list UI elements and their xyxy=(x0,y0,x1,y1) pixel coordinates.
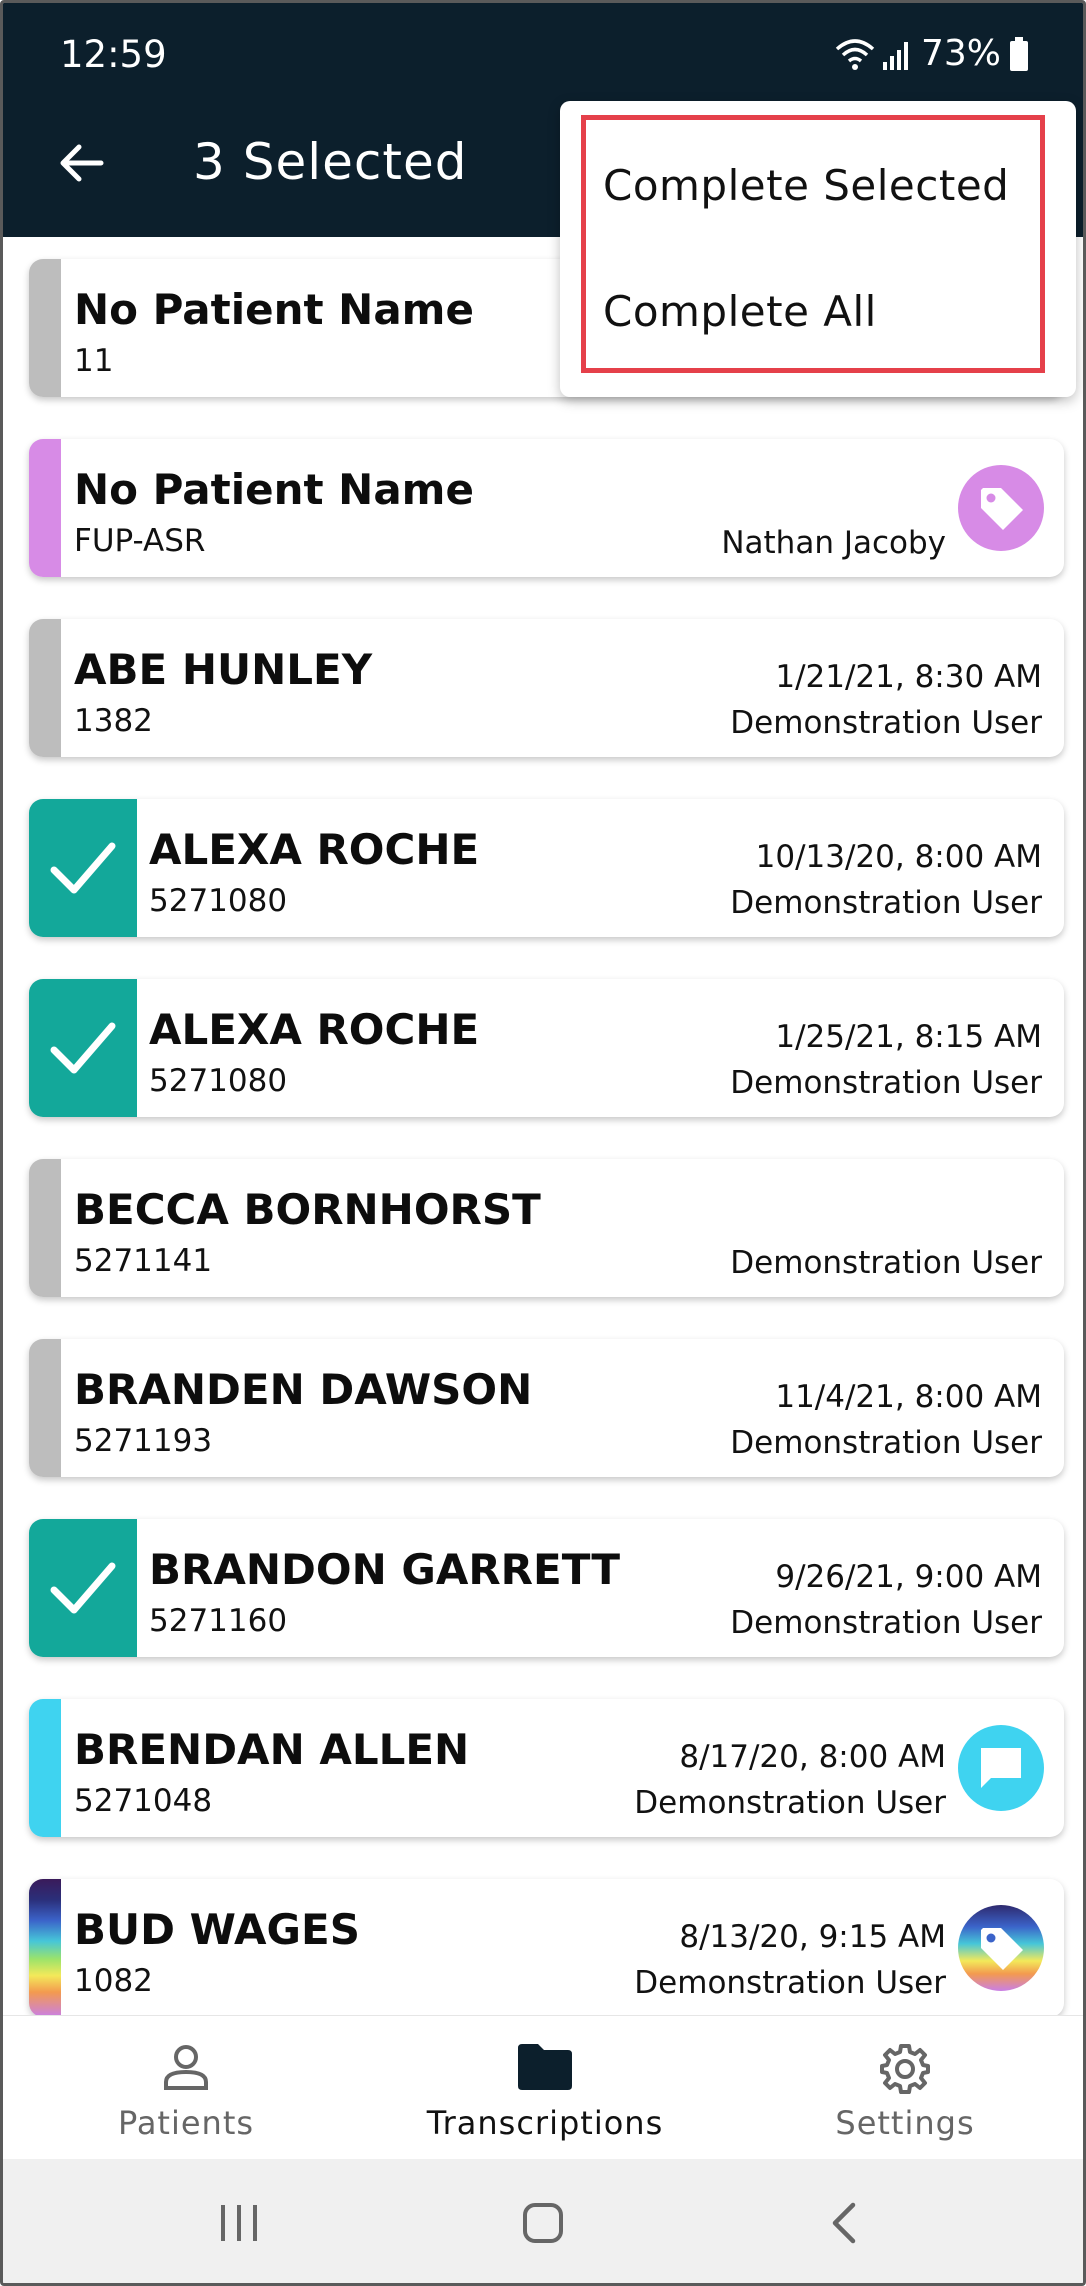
list-item[interactable] xyxy=(29,1159,1064,1297)
list-item[interactable] xyxy=(29,1699,1064,1837)
status-bar-color xyxy=(29,439,61,577)
patient-id: 5271080 xyxy=(149,1063,288,1099)
nav-transcriptions[interactable] xyxy=(395,2016,695,2160)
battery-percent: 73% xyxy=(920,33,1001,74)
list-item-selected[interactable] xyxy=(29,799,1064,937)
status-bar-color xyxy=(29,1339,61,1477)
patient-id: 1382 xyxy=(74,703,153,739)
list-item-selected[interactable] xyxy=(29,1519,1064,1657)
appointment-date: 8/13/20, 9:15 AM xyxy=(679,1919,946,1955)
patient-id: 11 xyxy=(74,343,114,379)
user-name: Nathan Jacoby xyxy=(721,525,946,561)
patient-id: 5271048 xyxy=(74,1783,213,1819)
user-name: Demonstration User xyxy=(730,1065,1042,1101)
status-bar-color xyxy=(29,1159,61,1297)
transcription-list[interactable] xyxy=(3,237,1083,2015)
user-name: Demonstration User xyxy=(730,1425,1042,1461)
appointment-date: 10/13/20, 8:00 AM xyxy=(755,839,1042,875)
list-item[interactable] xyxy=(29,619,1064,757)
status-bar-color xyxy=(29,1699,61,1837)
user-name: Demonstration User xyxy=(634,1965,946,2001)
patient-id: 5271160 xyxy=(149,1603,288,1639)
arrow-left-icon xyxy=(57,139,105,187)
appointment-date: 1/21/21, 8:30 AM xyxy=(775,659,1042,695)
appointment-date: 1/25/21, 8:15 AM xyxy=(775,1019,1042,1055)
status-time: 12:59 xyxy=(60,33,167,76)
nav-patients-label: Patients xyxy=(117,2104,255,2142)
nav-patients[interactable] xyxy=(36,2016,336,2160)
back-icon xyxy=(827,2201,863,2245)
list-item[interactable] xyxy=(29,1339,1064,1477)
user-name: Demonstration User xyxy=(730,1605,1042,1641)
status-bar-color xyxy=(29,619,61,757)
back-arrow-button[interactable] xyxy=(53,135,109,191)
user-name: Demonstration User xyxy=(730,885,1042,921)
patient-id: 1082 xyxy=(74,1963,153,1999)
recents-button[interactable] xyxy=(209,2193,269,2253)
check-icon xyxy=(48,1558,118,1618)
patient-id: 5271141 xyxy=(74,1243,213,1279)
person-icon xyxy=(160,2042,212,2094)
user-name: Demonstration User xyxy=(634,1785,946,1821)
patient-name: ALEXA ROCHE xyxy=(149,825,480,874)
chat-icon[interactable] xyxy=(958,1725,1044,1811)
user-name: Demonstration User xyxy=(730,705,1042,741)
system-back-button[interactable] xyxy=(815,2193,875,2253)
patient-name: No Patient Name xyxy=(74,285,474,334)
system-navigation-bar xyxy=(3,2159,1083,2286)
page-title: 3 Selected xyxy=(193,133,468,191)
tag-icon[interactable] xyxy=(958,465,1044,551)
selection-check[interactable] xyxy=(29,979,137,1117)
appointment-date: 11/4/21, 8:00 AM xyxy=(775,1379,1042,1415)
list-item-selected[interactable] xyxy=(29,979,1064,1117)
status-bar-color xyxy=(29,259,61,397)
list-item[interactable] xyxy=(29,1879,1064,2015)
folder-icon xyxy=(516,2042,574,2092)
patient-id: 5271080 xyxy=(149,883,288,919)
complete-selected-menu-item[interactable]: Complete Selected xyxy=(603,161,1010,210)
patient-name: BRANDON GARRETT xyxy=(149,1545,620,1594)
home-icon xyxy=(521,2201,565,2245)
appointment-date: 8/17/20, 8:00 AM xyxy=(679,1739,946,1775)
home-button[interactable] xyxy=(513,2193,573,2253)
patient-name: BECCA BORNHORST xyxy=(74,1185,541,1234)
appointment-date: 9/26/21, 9:00 AM xyxy=(775,1559,1042,1595)
patient-id: 5271193 xyxy=(74,1423,213,1459)
selection-check[interactable] xyxy=(29,799,137,937)
gear-icon xyxy=(878,2042,932,2096)
nav-settings[interactable] xyxy=(755,2016,1055,2160)
check-icon xyxy=(48,838,118,898)
check-icon xyxy=(48,1018,118,1078)
wifi-icon xyxy=(835,37,875,71)
bottom-navigation xyxy=(3,2015,1083,2159)
nav-transcriptions-label: Transcriptions xyxy=(426,2104,664,2142)
patient-name: BUD WAGES xyxy=(74,1905,360,1954)
patient-name: ABE HUNLEY xyxy=(74,645,373,694)
complete-all-menu-item[interactable]: Complete All xyxy=(603,287,877,336)
patient-id: FUP-ASR xyxy=(74,523,206,559)
recents-icon xyxy=(217,2203,261,2243)
nav-settings-label: Settings xyxy=(835,2104,975,2142)
patient-name: ALEXA ROCHE xyxy=(149,1005,480,1054)
user-name: Demonstration User xyxy=(730,1245,1042,1281)
rainbow-tag-icon[interactable] xyxy=(958,1905,1044,1991)
patient-name: BRENDAN ALLEN xyxy=(74,1725,470,1774)
battery-icon xyxy=(1009,37,1029,71)
signal-icon xyxy=(883,38,913,70)
selection-check[interactable] xyxy=(29,1519,137,1657)
patient-name: BRANDEN DAWSON xyxy=(74,1365,533,1414)
status-icons xyxy=(835,33,1029,74)
list-item[interactable] xyxy=(29,439,1064,577)
patient-name: No Patient Name xyxy=(74,465,474,514)
status-bar-color xyxy=(29,1879,61,2015)
